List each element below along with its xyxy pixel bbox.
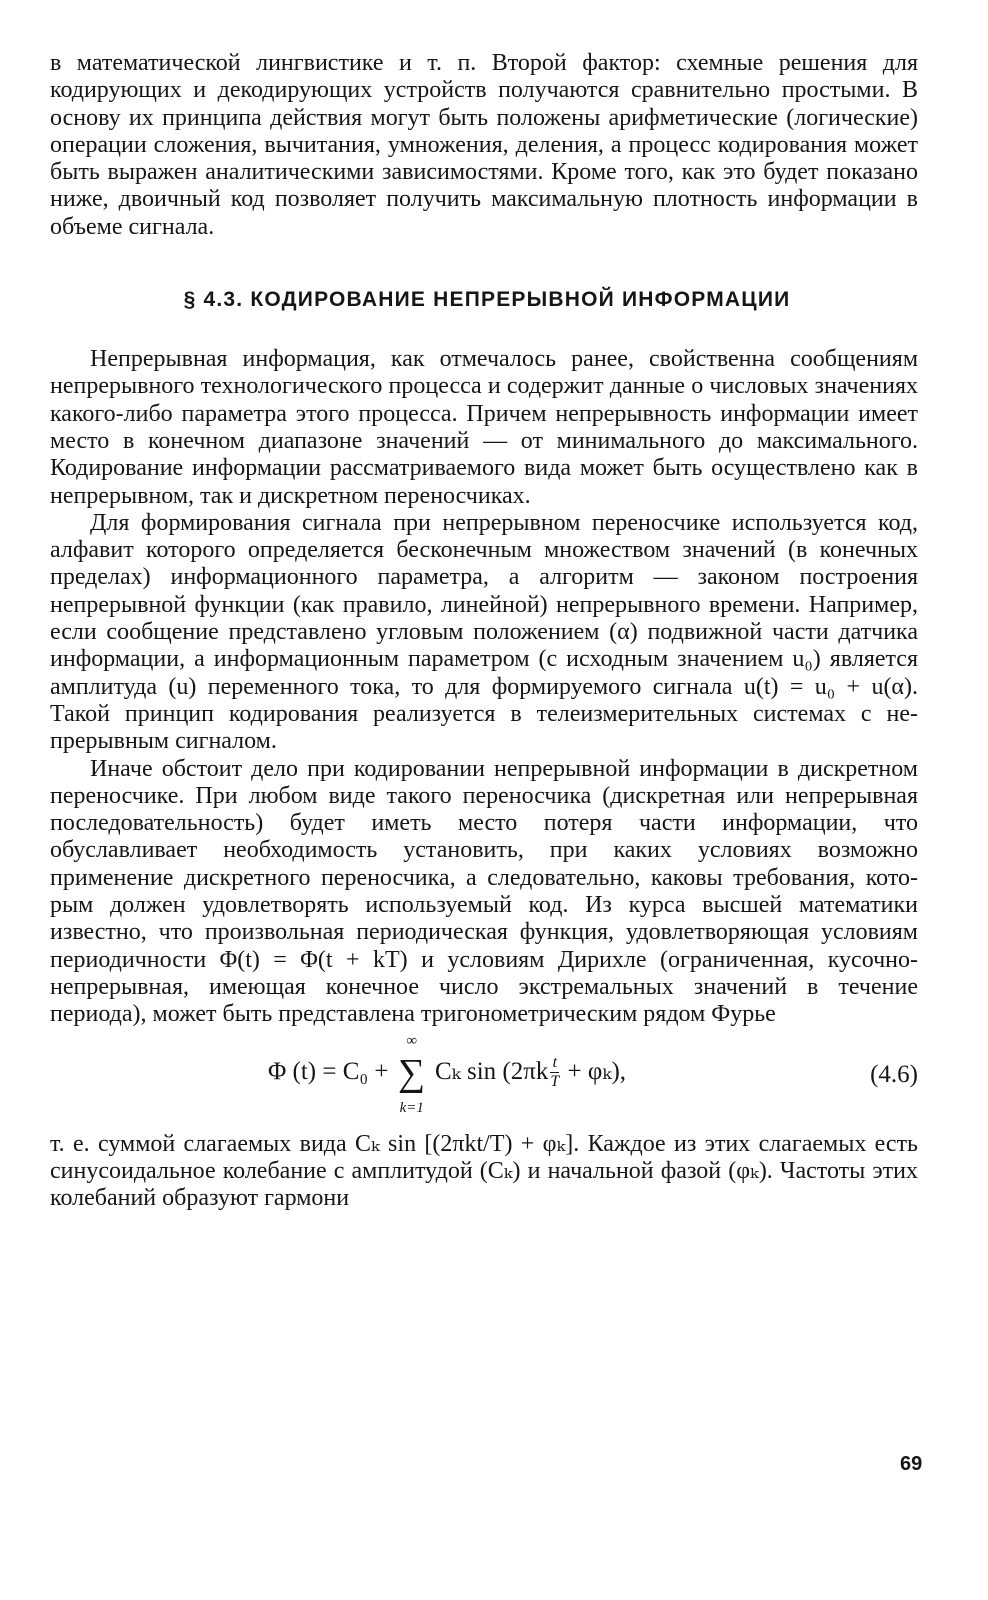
summation-lower-limit: k=1 <box>399 1099 424 1116</box>
page-content <box>50 50 918 1212</box>
body-paragraph-3: Иначе обстоит дело при кодировании непрерывной информации в дискретном переносчике. При любом виде такого переносчика (дискретная или непрерывная последовательность) будет иметь место потеря части информации, что обуславливает необходимость установить, при каких условиях возможно применение дискретного переносчика, а следовательно, каковы требования, которым должен удовлетворять используемый код. Из курса высшей математики известно, что произвольная периодическая функция, удовлетворяющая условиям периодичности Φ(t) = Φ(t + kT) и условиям Дирихле (ограниченная, кусочно-непрерывная, имеющая конечное число экстремальных значений в течение периода), может быть представлена тригонометрическим рядом Фурье <box>50 755 918 1028</box>
summation-symbol: ∑ <box>398 1051 426 1094</box>
formula-fraction <box>550 1054 559 1091</box>
formula-term-start: Cₖ sin (2πk <box>434 1057 549 1085</box>
fraction-denominator: T <box>550 1073 560 1091</box>
formula-lhs: Φ (t) = C₀ + <box>268 1057 389 1085</box>
fraction-numerator: t <box>550 1054 559 1073</box>
formula-term-end: + φₖ), <box>567 1057 627 1085</box>
summation-upper-limit: ∞ <box>406 1032 418 1049</box>
formula-number: (4.6) <box>870 1060 918 1088</box>
section-heading: § 4.3. КОДИРОВАНИЕ НЕПРЕРЫВНОЙ ИНФОРМАЦИИ <box>183 288 791 312</box>
page-number: 69 <box>900 1453 923 1475</box>
body-paragraph-1: Непрерывная информация, как отмечалось ранее, свойственна сообщениям непрерывного технологического процесса и содержит данные о числовых значениях какого-либо параметра этого процесса. Причем непрерывность информации имеет место в конечном диапазоне значений — от минимального до максимального. Кодирование информации рассматриваемого вида может быть осуществлено как в непрерывном, так и дискретном переносчиках. <box>50 346 918 509</box>
fourier-formula-block <box>50 1032 918 1125</box>
body-paragraph-2: Для формирования сигнала при непрерывном переносчике используется код, алфавит которого определяется бесконечным множеством значений (в конечных пределах) информационного параметра, а алгоритм — законом построения непрерывной функции (как правило, линейной) непрерывного времени. Например, если сообщение представлено угловым положением (α) подвижной части датчика информации, а информационным параметром (с исходным значением u₀) является амплитуда (u) переменного тока, то для формируемого сигнала u(t) = u₀ + u(α). Такой принцип кодирования реализуется в телеизмерительных системах с непрерывным сигналом. <box>50 509 918 755</box>
intro-paragraph: в математической лингвистике и т. п. Второй фактор: схемные решения для кодирующих и декодирующих устройств получаются сравнительно простыми. В основу их принципа действия могут быть положены арифметические (логические) операции сложения, вычитания, умножения, деления, а процесс кодирования может быть выражен аналитическими зависимостями. Кроме того, как это будет показано ниже, двоичный код позволяет получить максимальную плотность информации в объеме сигнала. <box>50 50 918 240</box>
fourier-formula <box>268 1032 627 1116</box>
closing-paragraph: т. е. суммой слагаемых вида Cₖ sin [(2πkt/T) + φₖ]. Каждое из этих слагаемых есть синусоидальное колебание с амплитудой (Cₖ) и начальной фазой (φₖ). Частоты этих колебаний образуют гармони <box>50 1130 918 1212</box>
summation-sign <box>395 1032 429 1116</box>
